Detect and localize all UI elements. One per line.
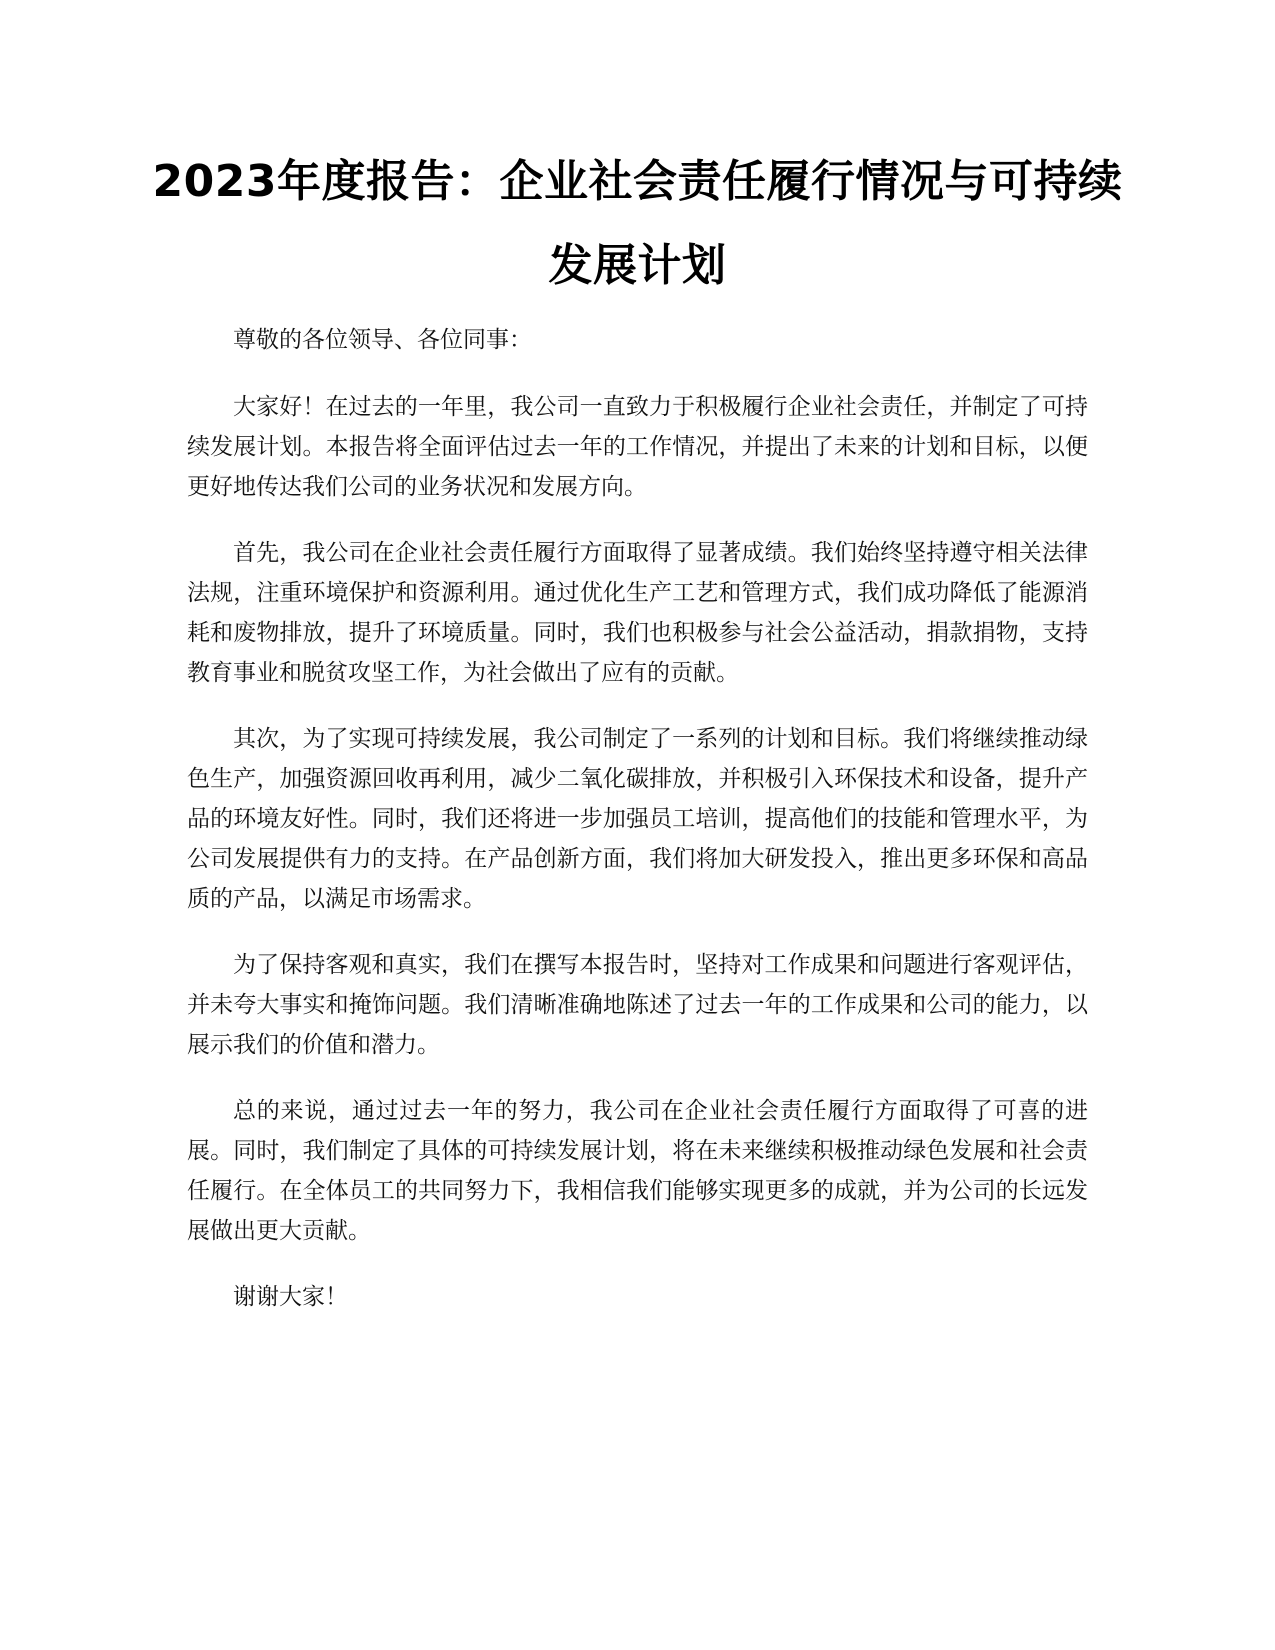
plans-paragraph: 其次，为了实现可持续发展，我公司制定了一系列的计划和目标。我们将继续推动绿色生产，加强资源回收再利用，减少二氧化碳排放，并积极引入环保技术和设备，提升产品的环境友好性。同时，我们还将进一步加强员工培训，提高他们的技能和管理水平，为公司发展提供有力的支持。在产品创新方面，我们将加大研发投入，推出更多环保和高品质的产品，以满足市场需求。 (187, 726, 1088, 912)
summary-paragraph: 总的来说，通过过去一年的努力，我公司在企业社会责任履行方面取得了可喜的进展。同时，我们制定了具体的可持续发展计划，将在未来继续积极推动绿色发展和社会责任履行。在全体员工的共同努力下，我相信我们能够实现更多的成就，并为公司的长远发展做出更大贡献。 (187, 1098, 1088, 1244)
document-title: 2023年度报告：企业社会责任履行情况与可持续发展计划 (152, 156, 1123, 291)
salutation-paragraph: 尊敬的各位领导、各位同事： (233, 327, 532, 353)
closing-paragraph: 谢谢大家！ (233, 1284, 348, 1310)
document-body (187, 320, 1088, 1343)
achievements-paragraph: 首先，我公司在企业社会责任履行方面取得了显著成绩。我们始终坚持遵守相关法律法规，注重环境保护和资源利用。通过优化生产工艺和管理方式，我们成功降低了能源消耗和废物排放，提升了环境质量。同时，我们也积极参与社会公益活动，捐款捐物，支持教育事业和脱贫攻坚工作，为社会做出了应有的贡献。 (187, 540, 1088, 686)
objectivity-paragraph: 为了保持客观和真实，我们在撰写本报告时，坚持对工作成果和问题进行客观评估，并未夸大事实和掩饰问题。我们清晰准确地陈述了过去一年的工作成果和公司的能力，以展示我们的价值和潜力。 (187, 952, 1088, 1058)
intro-paragraph: 大家好！在过去的一年里，我公司一直致力于积极履行企业社会责任，并制定了可持续发展计划。本报告将全面评估过去一年的工作情况，并提出了未来的计划和目标，以便更好地传达我们公司的业务状况和发展方向。 (187, 394, 1088, 500)
